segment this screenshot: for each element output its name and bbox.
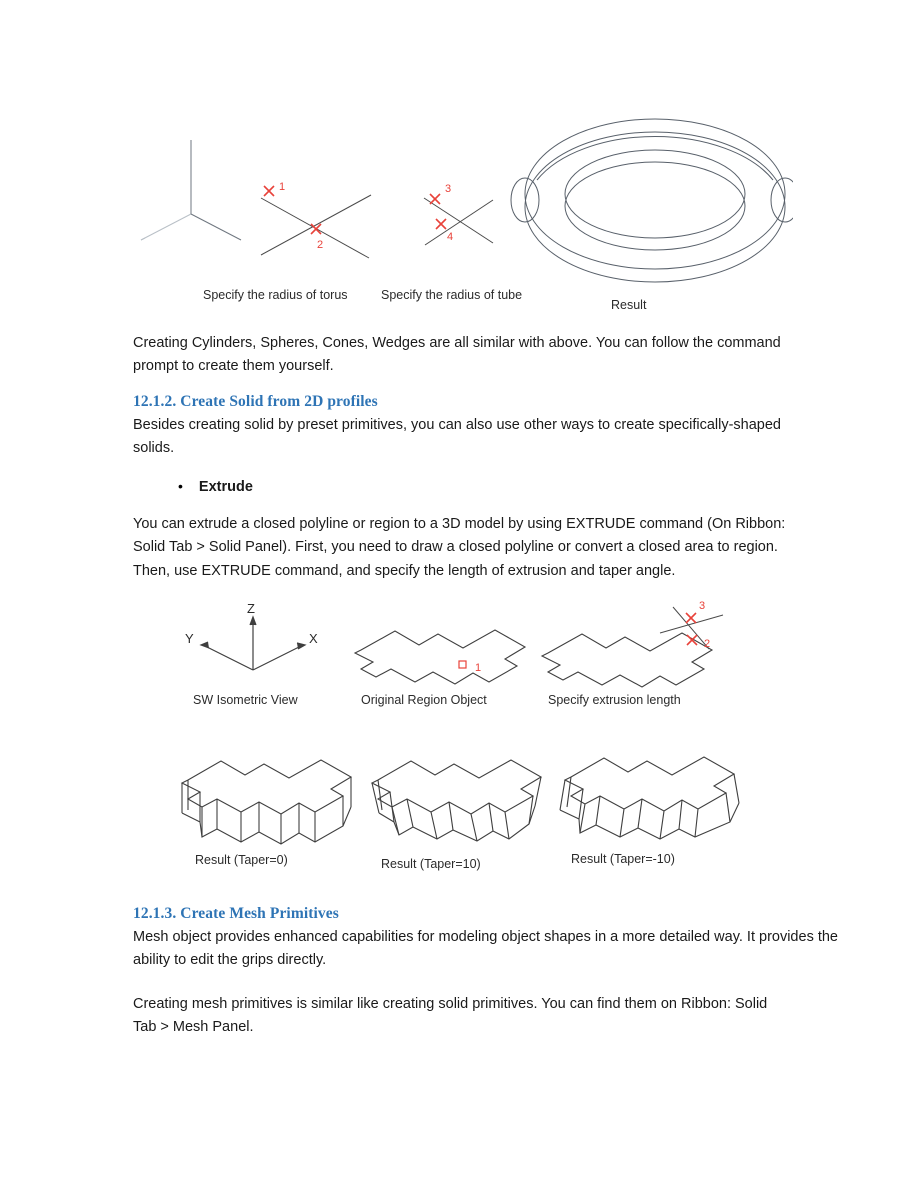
figure-extrude	[133, 595, 793, 885]
bullet-dot-icon: •	[178, 477, 183, 494]
caption-torus-result: Result	[611, 298, 647, 312]
text-block-after-torus	[133, 332, 813, 597]
axis-label-x: X	[309, 631, 318, 646]
caption-result-taper-minus-10: Result (Taper=-10)	[571, 852, 675, 866]
extrude-marker-1: 1	[475, 662, 482, 674]
axis-label-y: Y	[185, 631, 194, 646]
caption-result-taper-0: Result (Taper=0)	[195, 853, 288, 867]
tube-marker-4: 4	[447, 231, 454, 243]
axis-label-z: Z	[247, 601, 255, 616]
caption-original-region-object: Original Region Object	[361, 693, 487, 707]
caption-specify-extrusion-length: Specify extrusion length	[548, 693, 681, 707]
bullet-extrude-label: Extrude	[198, 478, 253, 495]
paragraph-mesh-object: Mesh object provides enhanced capabilities for modeling object shapes in a more detailed way. It provides the ability to edit the grips directly.	[133, 929, 838, 969]
extrude-figure-svg	[133, 595, 793, 885]
heading-12-1-3: 12.1.3. Create Mesh Primitives	[133, 905, 339, 922]
text-block-mesh	[133, 893, 849, 1054]
bullet-extrude	[133, 479, 813, 495]
figure-torus	[133, 100, 793, 330]
extrude-marker-3: 3	[699, 600, 706, 612]
paragraph-creating-mesh-primitives: Creating mesh primitives is similar like creating solid primitives. You can find them on Ribbon: Solid Tab > Mesh Panel.	[133, 995, 768, 1036]
paragraph-besides-creating: Besides creating solid by preset primitives, you can also use other ways to create specifically-shaped solids.	[133, 416, 781, 457]
heading-12-1-2: 12.1.2. Create Solid from 2D profiles	[133, 392, 378, 410]
caption-sw-isometric-view: SW Isometric View	[193, 693, 298, 707]
tube-marker-3: 3	[445, 183, 452, 195]
paragraph-extrude-description: You can extrude a closed polyline or region to a 3D model by using EXTRUDE command (On Ribbon: Solid Tab > Solid Panel). First, you need to draw a closed polyline or convert a closed area to region. Then, use EXTRUDE command, and specify the length of extrusion and taper angle.	[133, 515, 786, 579]
caption-specify-radius-tube: Specify the radius of tube	[381, 288, 523, 302]
caption-specify-radius-torus: Specify the radius of torus	[203, 288, 348, 302]
extrude-marker-2: 2	[704, 638, 711, 650]
torus-marker-2: 2	[317, 239, 324, 251]
torus-marker-1: 1	[279, 181, 286, 193]
paragraph-creating-cylinders: Creating Cylinders, Spheres, Cones, Wedges are all similar with above. You can follow the command prompt to create them yourself.	[133, 335, 781, 375]
caption-result-taper-10: Result (Taper=10)	[381, 857, 481, 871]
